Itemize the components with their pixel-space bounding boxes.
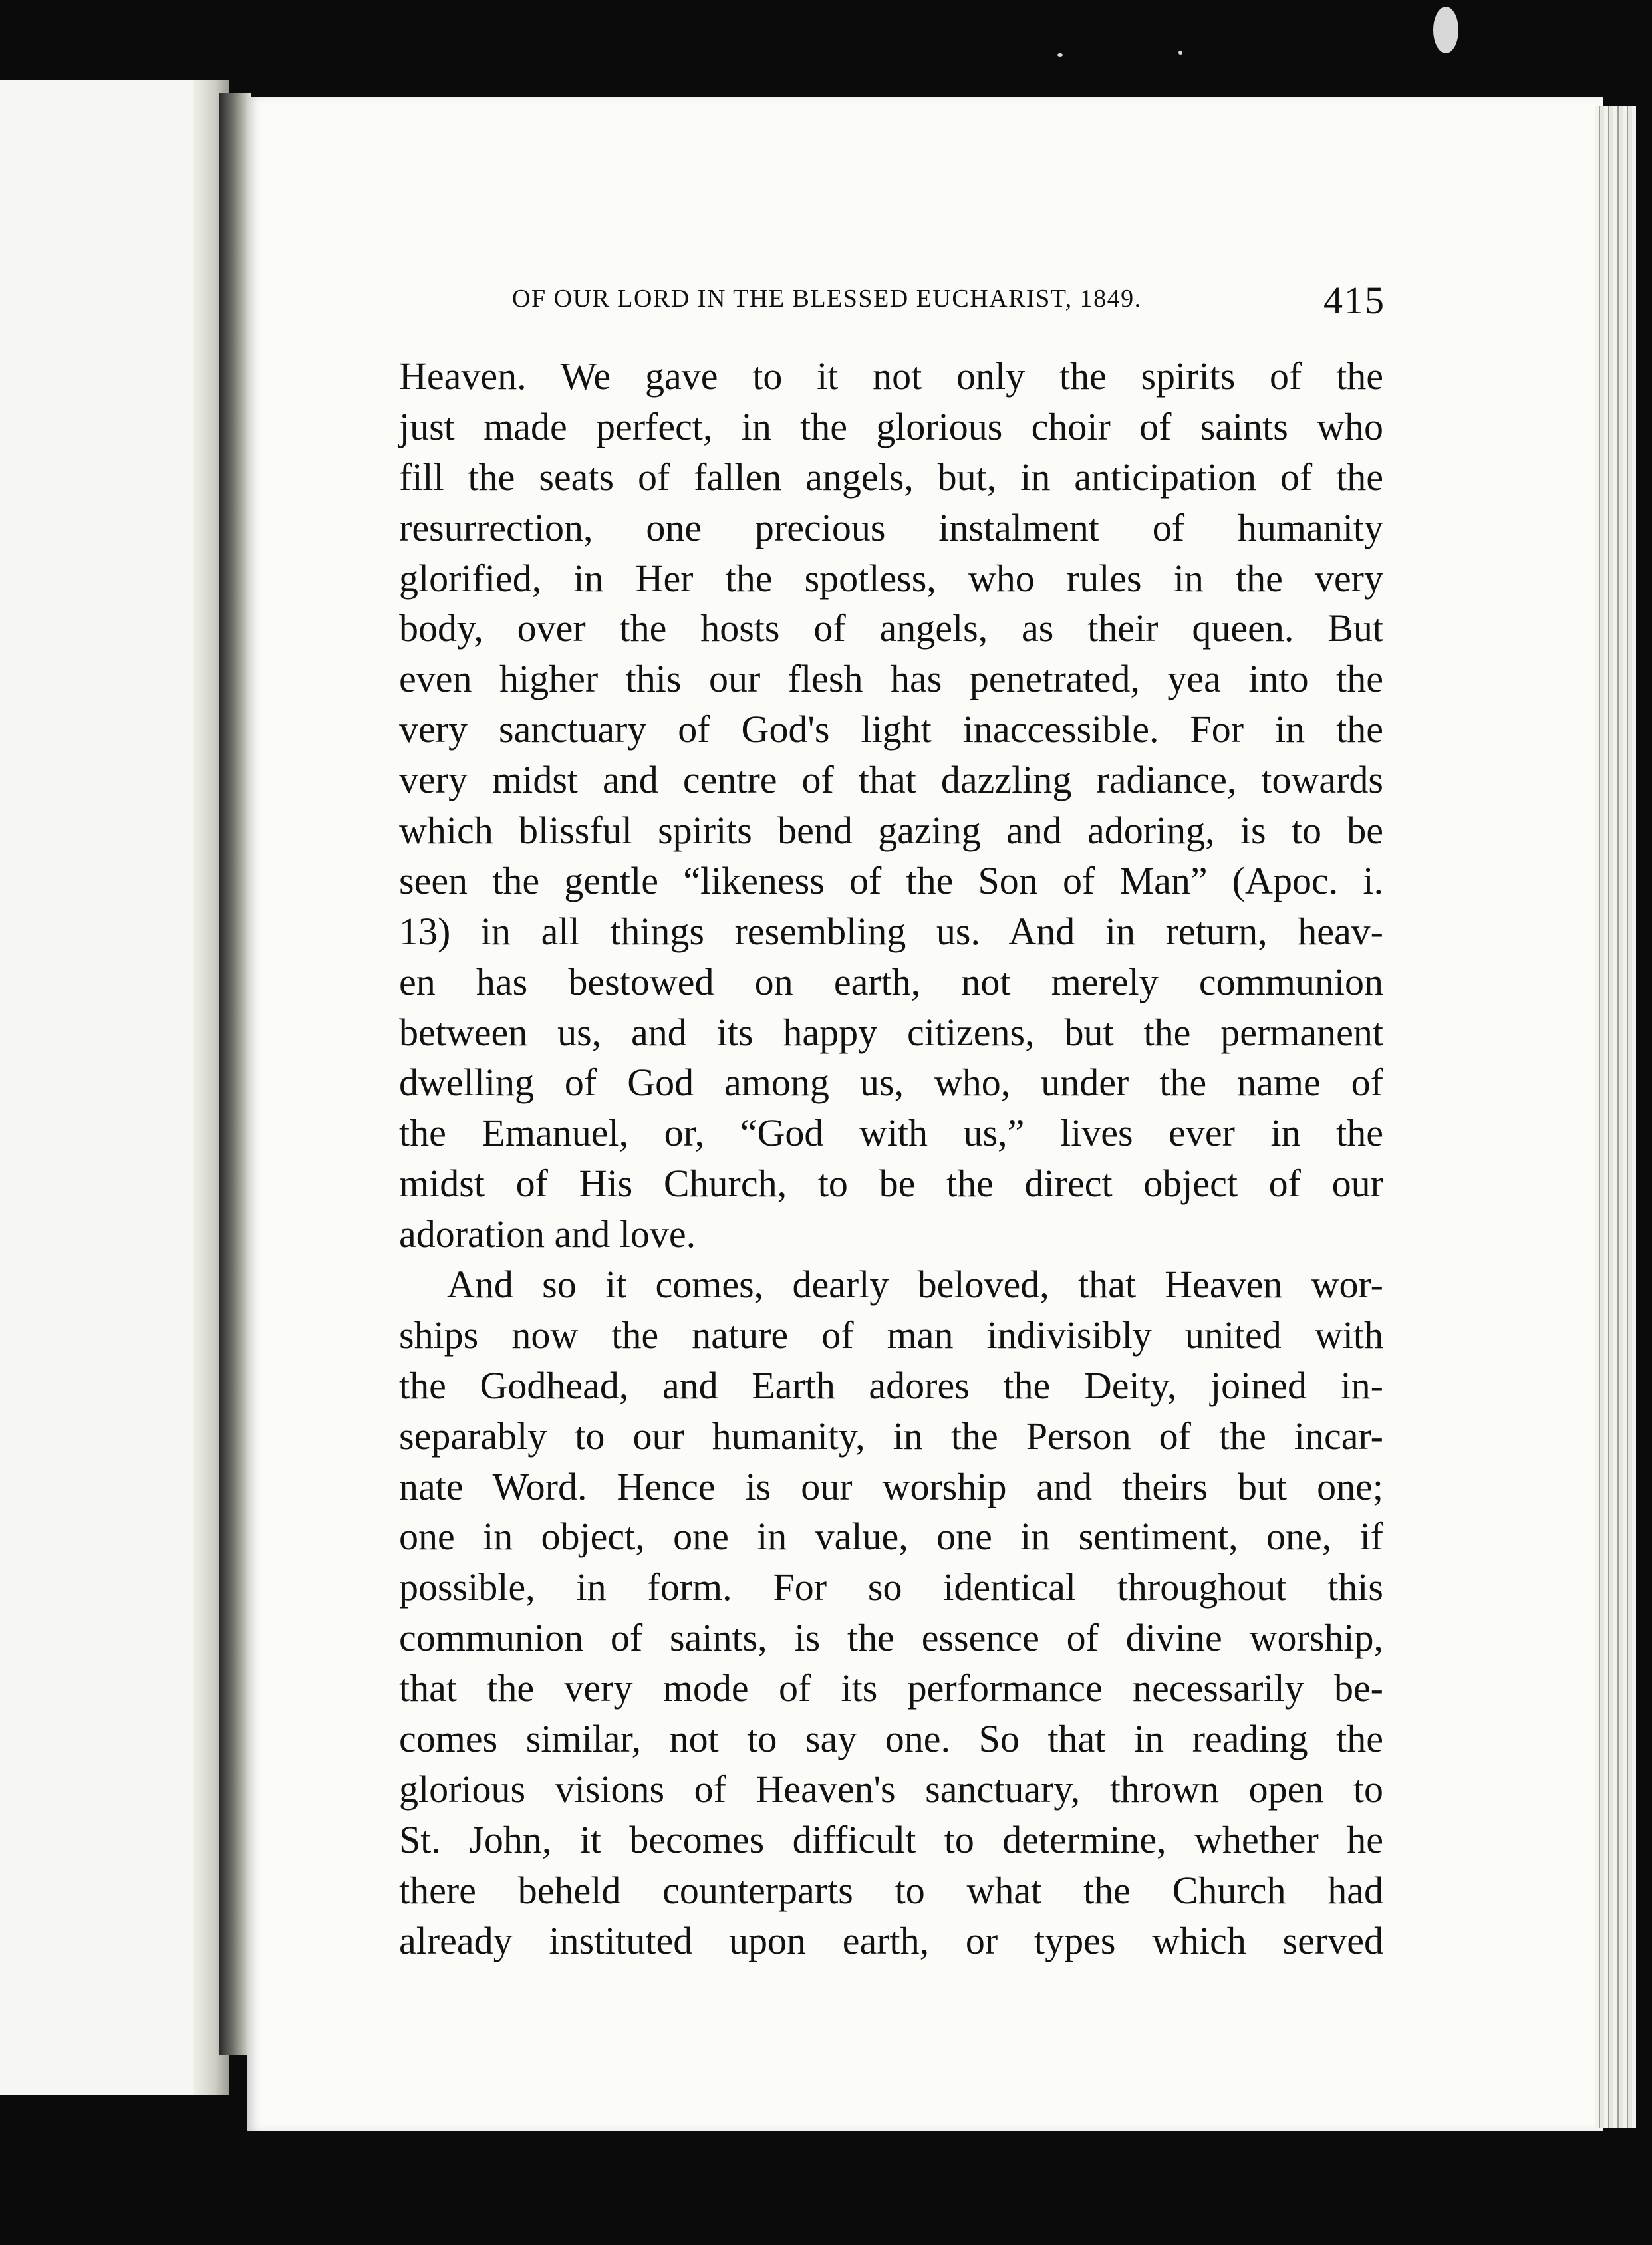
text-line: body, over the hosts of angels, as their queen. But: [399, 606, 1383, 650]
page-number: 415: [1323, 279, 1385, 322]
text-line: communion of saints, is the essence of divine worship,: [399, 1616, 1383, 1660]
text-line: even higher this our flesh has penetrated, yea into the: [399, 657, 1383, 701]
text-line: glorious visions of Heaven's sanctuary, thrown open to: [399, 1767, 1383, 1811]
scan-speck: [1057, 53, 1063, 57]
text-line: between us, and its happy citizens, but the permanent: [399, 1010, 1383, 1054]
text-line: the Emanuel, or, “God with us,” lives ever in the: [399, 1111, 1383, 1155]
page-stack-edge: [1595, 106, 1636, 2128]
paragraph: [399, 1259, 1383, 1966]
body-text: [399, 351, 1383, 1966]
text-line: ships now the nature of man indivisibly united with: [399, 1313, 1383, 1357]
text-line: one in object, one in value, one in sentiment, one, if: [399, 1515, 1383, 1559]
text-line: just made perfect, in the glorious choir of saints who: [399, 404, 1383, 448]
text-line: dwelling of God among us, who, under the name of: [399, 1061, 1383, 1105]
text-line: seen the gentle “likeness of the Son of Man” (Apoc. i.: [399, 858, 1383, 902]
text-line: And so it comes, dearly beloved, that Heaven wor-: [447, 1263, 1383, 1307]
text-line: comes similar, not to say one. So that in reading the: [399, 1717, 1383, 1761]
text-line: nate Word. Hence is our worship and theirs but one;: [399, 1464, 1383, 1508]
text-line: glorified, in Her the spotless, who rules in the very: [399, 556, 1383, 600]
text-line: adoration and love.: [399, 1212, 696, 1256]
text-line: the Godhead, and Earth adores the Deity, joined in-: [399, 1363, 1383, 1407]
text-line: St. John, it becomes difficult to determine, whether he: [399, 1817, 1383, 1861]
text-line: Heaven. We gave to it not only the spirits of the: [399, 354, 1383, 398]
text-line: resurrection, one precious instalment of humanity: [399, 505, 1383, 549]
text-line: that the very mode of its performance necessarily be-: [399, 1666, 1383, 1710]
paragraph: [399, 351, 1383, 1259]
text-line: separably to our humanity, in the Person of the incar-: [399, 1414, 1383, 1458]
text-line: possible, in form. For so identical throughout this: [399, 1565, 1383, 1609]
text-line: en has bestowed on earth, not merely communion: [399, 960, 1383, 1003]
text-line: 13) in all things resembling us. And in return, heav-: [399, 909, 1383, 953]
text-line: very sanctuary of God's light inaccessible. For in the: [399, 708, 1383, 751]
scan-speck: [1178, 51, 1182, 55]
text-line: there beheld counterparts to what the Church had: [399, 1868, 1383, 1912]
scan-speck: [1433, 7, 1458, 53]
left-facing-page: [0, 80, 229, 2095]
text-line: fill the seats of fallen angels, but, in anticipation of the: [399, 455, 1383, 499]
running-head: OF OUR LORD IN THE BLESSED EUCHARIST, 1849.: [512, 285, 1142, 313]
text-line: which blissful spirits bend gazing and adoring, is to be: [399, 809, 1383, 853]
book-spine-binding: [219, 93, 251, 2055]
text-line: already instituted upon earth, or types which served: [399, 1918, 1383, 1962]
text-line: midst of His Church, to be the direct object of our: [399, 1162, 1383, 1206]
text-line: very midst and centre of that dazzling radiance, towards: [399, 758, 1383, 802]
